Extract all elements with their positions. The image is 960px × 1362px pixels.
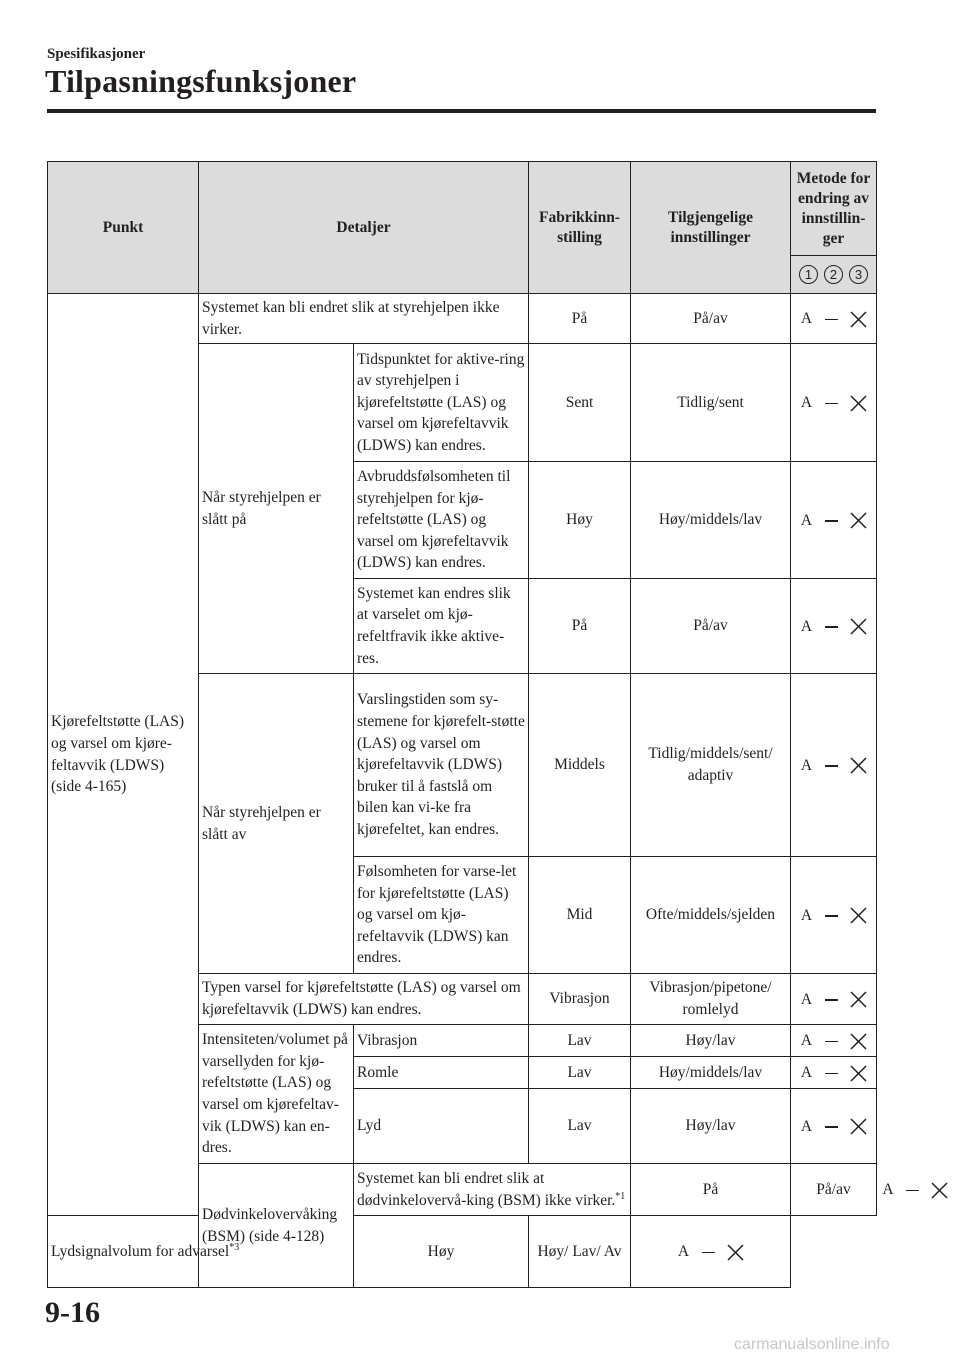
row-detail-text: Lydsignalvolum for advarsel [51,1242,230,1260]
cross-icon [845,308,872,330]
title-rule [47,109,876,113]
row-method [791,857,877,974]
row-method [791,579,877,674]
cross-icon [926,1179,953,1201]
row-detail: Tidspunktet for aktive-ring av styrehjelpen i kjørefeltstøtte (LAS) og varsel om kjørefeltavvik (LDWS) kan endres. [354,344,529,462]
cross-icon [845,1030,872,1052]
group-las: Kjørefeltstøtte (LAS) og varsel om kjøre-feltavvik (LDWS) (side 4-165) [48,294,199,1216]
row-factory: Lav [529,1089,631,1164]
dash-icon [818,755,845,777]
col-header-details: Detaljer [199,162,529,294]
dash-icon [818,1116,845,1138]
customization-table [47,161,894,1288]
row-detail: Romle [354,1057,529,1089]
method-a: A [800,1117,813,1135]
dash-icon [818,510,845,532]
method-a: A [800,394,813,412]
col-header-item: Punkt [48,162,199,294]
row-available: Tidlig/middels/sent/ adaptiv [631,674,791,857]
row-detail: Lyd [354,1089,529,1164]
cross-icon [845,905,872,927]
row-detail-text: Systemet kan bli endret slik at dødvinkelovervå-king (BSM) ikke virker. [357,1169,616,1209]
row-available: Høy/lav [631,1025,791,1057]
row-detail: Varslingstiden som sy-stemene for kjørefelt-støtte (LAS) og varsel om kjørefeltavvik (LDWS) bruker til å fastslå om bilen kan vi-ke fra kjørefeltet, kan endres. [354,674,529,857]
row-factory: Middels [529,674,631,857]
row-method [631,1216,791,1288]
method-a: A [677,1243,690,1261]
row-factory: Lav [529,1057,631,1089]
cross-icon [845,755,872,777]
row-detail: Følsomheten for varse-let for kjørefeltstøtte (LAS) og varsel om kjø-refeltavvik (LDWS) kan endres. [354,857,529,974]
method-a: A [800,1064,813,1082]
group-steering-on: Når styrehjelpen er slått på [199,344,354,674]
footnote-mark: *3 [229,1241,240,1253]
dash-icon [818,1030,845,1052]
dash-icon [818,1062,845,1084]
table-row [48,294,877,344]
row-method [791,344,877,462]
group-steering-off: Når styrehjelpen er slått av [199,674,354,974]
row-method [791,462,877,579]
row-available: Vibrasjon/pipetone/ romlelyd [631,974,791,1025]
method-a: A [800,511,813,529]
row-factory: Sent [529,344,631,462]
method-number-2: 2 [824,265,843,284]
method-a: A [800,1032,813,1050]
row-available: Høy/middels/lav [631,462,791,579]
row-method [791,974,877,1025]
section-label: Spesifikasjoner [47,46,146,62]
row-method [791,1057,877,1089]
row-detail [354,1164,631,1216]
row-method [791,674,877,857]
row-available: På/av [631,579,791,674]
cross-icon [722,1241,749,1263]
col-header-available: Tilgjengelige innstillinger [631,162,791,294]
row-detail: Typen varsel for kjørefeltstøtte (LAS) og varsel om kjørefeltavvik (LDWS) kan endres. [199,974,529,1025]
header-row [48,162,877,256]
row-factory: På [529,579,631,674]
row-method [791,294,877,344]
method-a: A [882,1181,894,1199]
col-header-factory: Fabrikkinn-stilling [529,162,631,294]
row-available: Ofte/middels/sjelden [631,857,791,974]
dash-icon [818,989,845,1011]
cross-icon [845,989,872,1011]
col-header-method: Metode for endring av innstillin-ger [791,162,877,256]
method-a: A [800,617,813,635]
row-detail: Vibrasjon [354,1025,529,1057]
row-detail: Systemet kan bli endret slik at styrehjelpen ikke virker. [199,294,529,344]
table-row [48,1216,877,1288]
row-factory: På [631,1164,791,1216]
row-available: Høy/ Lav/ Av [529,1216,631,1288]
dash-icon [695,1241,722,1263]
cross-icon [845,616,872,638]
page-number: 9-16 [45,1296,100,1329]
row-method [791,1089,877,1164]
row-available: På/av [631,294,791,344]
row-factory: På [529,294,631,344]
dash-icon [818,616,845,638]
row-available: På/av [791,1164,877,1216]
method-a: A [800,310,813,328]
row-method [791,1025,877,1057]
method-number-1: 1 [799,265,818,284]
row-factory: Mid [529,857,631,974]
cross-icon [845,392,872,414]
method-number-3: 3 [849,265,868,284]
watermark: carmanualsonline.info [734,1336,890,1353]
dash-icon [818,905,845,927]
footnote-mark: *1 [615,1190,626,1202]
method-a: A [800,990,813,1008]
row-available: Høy/middels/lav [631,1057,791,1089]
group-bsm: Dødvinkelovervåking (BSM) (side 4-128) [199,1164,354,1288]
group-intensity: Intensiteten/volumet på varsellyden for kjø-refeltstøtte (LAS) og varsel om kjørefeltav-vik (LDWS) kan en-dres. [199,1025,354,1164]
method-a: A [800,906,813,924]
row-factory: Høy [354,1216,529,1288]
dash-icon [818,392,845,414]
page-title: Tilpasningsfunksjoner [45,63,357,99]
cross-icon [845,1062,872,1084]
method-a: A [800,756,813,774]
dash-icon [899,1179,926,1201]
row-available: Høy/lav [631,1089,791,1164]
method-numbers [791,256,877,294]
dash-icon [818,308,845,330]
row-factory: Høy [529,462,631,579]
row-factory: Lav [529,1025,631,1057]
row-available: Tidlig/sent [631,344,791,462]
row-detail: Avbruddsfølsomheten til styrehjelpen for kjø-refeltstøtte (LAS) og varsel om kjørefeltavvik (LDWS) kan endres. [354,462,529,579]
cross-icon [845,1116,872,1138]
cross-icon [845,510,872,532]
row-factory: Vibrasjon [529,974,631,1025]
row-detail: Systemet kan endres slik at varselet om kjø-refeltfravik ikke aktive-res. [354,579,529,674]
